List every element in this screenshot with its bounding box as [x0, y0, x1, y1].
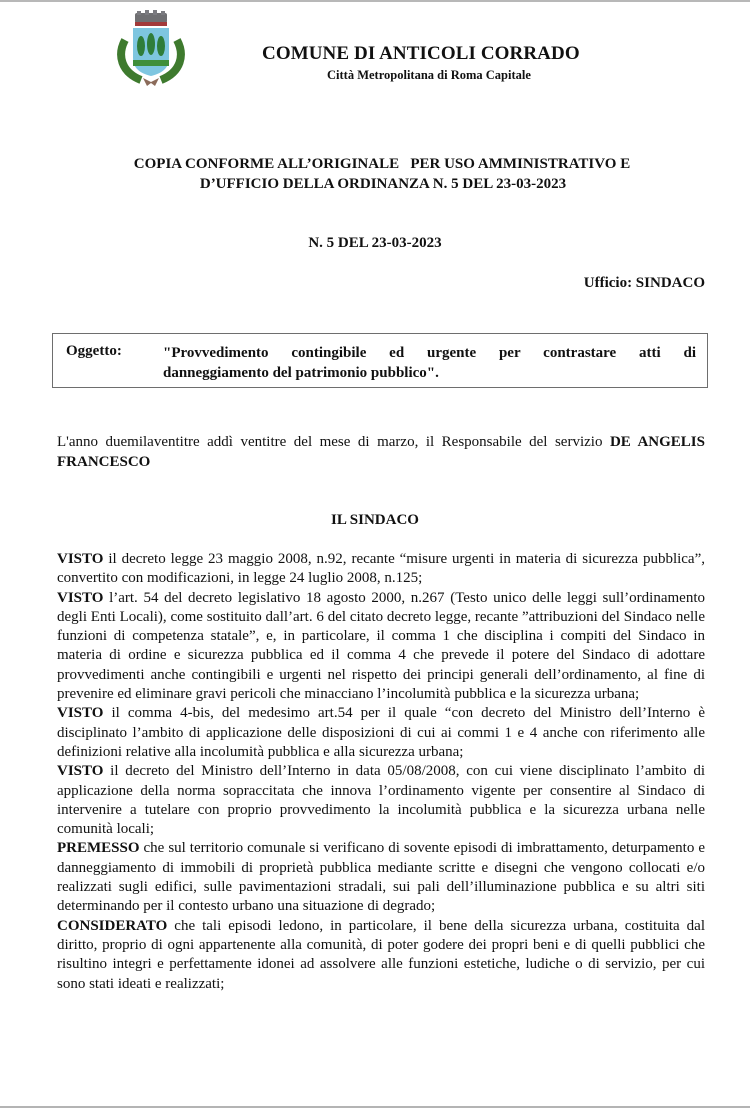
paragraph-lead: VISTO: [57, 763, 104, 780]
paragraph-text: il decreto legge 23 maggio 2008, n.92, recante “misure urgenti in materia di sicurezza pubblica”, convertito con modificazioni, in legge 24 luglio 2008, n.125;: [57, 551, 705, 587]
paragraph-lead: VISTO: [57, 589, 104, 606]
paragraph-premesso: [57, 839, 705, 916]
municipality-name: COMUNE DI ANTICOLI CORRADO: [262, 43, 580, 64]
paragraph-text: il decreto del Ministro dell’Interno in data 05/08/2008, con cui viene disciplinato l’ambito di applicazione della norma sopraccitata che innova l’ordinamento vigente per consentire al Sindaco di intervenire a tutelare con proprio provvedimento la incolumità pubblica e la sicurezza urbana nelle comunità locali;: [57, 763, 705, 838]
paragraph-text: che sul territorio comunale si verificano di sovente episodi di imbrattamento, deturpamento e danneggiamento di immobili di proprietà pubblica mediante scritte e disegni che vengono collocati e/o realizzati sugli edifici, sulle pavimentazioni stradali, sui pali dell’illuminazione pubblica e su altri siti determinando per il contesto urbano una situazione di degrado;: [57, 840, 705, 915]
subject-line-1: "Provvedimento contingibile ed urgente per contrastare atti di: [163, 345, 696, 361]
subject-box: [52, 333, 708, 388]
subject-label: Oggetto:: [66, 343, 122, 359]
subject-text: [163, 343, 696, 383]
document-title-line-1: COPIA CONFORME ALL’ORIGINALE PER USO AMMINISTRATIVO E: [133, 156, 631, 172]
coat-of-arms-icon: [115, 10, 187, 88]
paragraph-text: che tali episodi ledono, in particolare, il bene della sicurezza urbana, costituita dal diritto, proprio di ogni appartenente alla comunità, di poter godere dei propri beni e di quelli pubblici che risultino integri e perfettamente idonei ad assolvere alle funzioni estetiche, ludiche o di servizio, per cui sono stati ideati e realizzati;: [57, 917, 705, 992]
document-body: [57, 550, 705, 994]
document-title: [0, 154, 750, 194]
paragraph-lead: CONSIDERATO: [57, 917, 168, 934]
intro-paragraph: [57, 432, 705, 472]
section-heading: IL SINDACO: [331, 512, 419, 528]
municipality-subtitle: Città Metropolitana di Roma Capitale: [327, 68, 531, 82]
paragraph-visto-4: [57, 762, 705, 839]
paragraph-lead: PREMESSO: [57, 840, 140, 857]
paragraph-lead: VISTO: [57, 705, 104, 722]
paragraph-visto-3: [57, 704, 705, 762]
paragraph-text: il comma 4-bis, del medesimo art.54 per il quale “con decreto del Ministro dell’Interno è disciplinato l’ambito di applicazione delle disposizioni di cui ai commi 1 e 4 anche con riferimento alle definizioni relative alla incolumità pubblica e alla sicurezza urbana;: [57, 705, 705, 760]
document-title-line-2: D’UFFICIO DELLA ORDINANZA N. 5 DEL 23-03-2023: [199, 176, 567, 192]
paragraph-visto-2: [57, 589, 705, 705]
page-top-edge: [0, 0, 750, 2]
paragraph-visto-1: [57, 550, 705, 589]
paragraph-considerato: [57, 917, 705, 994]
paragraph-lead: VISTO: [57, 551, 104, 567]
paragraph-text: l’art. 54 del decreto legislativo 18 agosto 2000, n.267 (Testo unico delle leggi sull’ordinamento degli Enti Locali), come sostituito dall’art. 6 del citato decreto legge, recante ”attribuzioni del Sindaco nelle funzioni di competenza statale”, e, in particolare, il comma 1 che disciplina i compiti del Sindaco in materia di ordine e sicurezza pubblica ed il comma 4 che prevede il potere del Sindaco di adottare provvedimenti anche contingibili e urgenti nel rispetto dei principi generali dell’ordinamento, al fine di prevenire ed eliminare gravi pericoli che minacciano l’incolumità pubblica e la sicurezza urbana;: [57, 589, 705, 703]
responsible-name: DE ANGELIS FRANCESCO: [57, 434, 705, 470]
ordinance-number: N. 5 DEL 23-03-2023: [308, 235, 442, 251]
office-label: Ufficio: SINDACO: [583, 275, 705, 291]
intro-text: L'anno duemilaventitre addì ventitre del mese di marzo, il Responsabile del servizio: [57, 434, 610, 450]
subject-line-2: danneggiamento del patrimonio pubblico".: [163, 365, 439, 381]
